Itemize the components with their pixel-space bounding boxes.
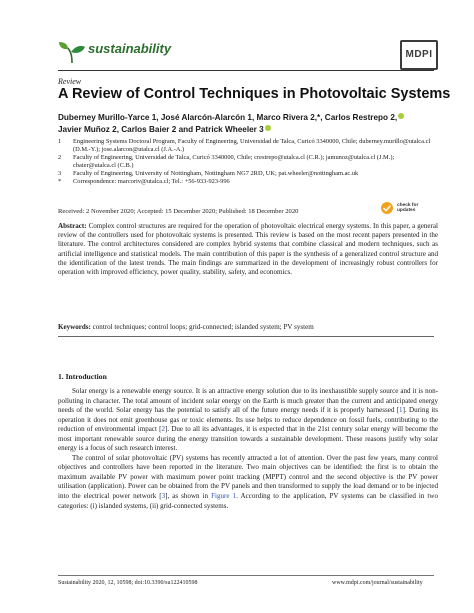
citation-link[interactable]: 3 xyxy=(161,492,166,501)
section-heading: 1. Introduction xyxy=(58,372,107,381)
footer-divider xyxy=(58,575,434,576)
correspondence-item: * Correspondence: marcoriv@utalca.cl; Tel.: +56-933-923-996 xyxy=(58,178,230,186)
abstract xyxy=(58,222,438,277)
article-type: Review xyxy=(58,77,82,86)
paragraph: Solar energy is a renewable energy source. It is an attractive energy solution due to its inexhaustible supply source and it is non-polluting in character. The total amount of incident solar energy on the Earth is much greater than the current and anticipated energy needs of the world. Solar energy has the potential to satisfy all of the future energy needs if it is properly harnessed [1]. During its operation it does not emit greenhouse gas or toxic elements. Its use helps to reduce dependence on fossil fuels, contributing to the reduction of environmental impact [2]. Due to all its advantages, it is expected that in the 21st century solar energy will become the most important renewable source during the energy transition towards a sustainable development. These reasons justify why solar energy is a focus of such research interest. xyxy=(58,387,438,453)
mdpi-logo: MDPI xyxy=(400,40,438,70)
abstract-divider xyxy=(58,336,434,337)
footer-url[interactable]: www.mdpi.com/journal/sustainability xyxy=(332,580,423,586)
paragraph: The control of solar photovoltaic (PV) systems has recently attracted a lot of attention. Over the past few years, many control objectives and controllers have been reported in the literature. Two main objectives can be identified: the first is to obtain the maximum available PV power with maximum power point tracking (MPPT) control and the second objective is the PV power utilisation (application). Power can be obtained from the PV panels and then transformed to supply the load demand or to be injected into the electrical power network [3], as shown in Figure 1. According to the application, PV systems can be classified in two categories: (i) islanded systems, (ii) grid-connected systems. xyxy=(58,453,438,510)
keywords-text: control techniques; control loops; grid-connected; islanded system; PV system xyxy=(92,323,314,331)
affiliation-item: 1 Engineering Systems Doctoral Program, Faculty of Engineering, Universidad de Talca, Curicó 3340000, Chile; duberney.murillo@utalca.cl (D.M.-Y.); jose.alarcon@utalca.cl (J.A.-A.) xyxy=(58,138,431,154)
leaf-sprout-icon xyxy=(58,40,86,64)
keywords-label: Keywords: xyxy=(58,323,91,331)
affiliation-item: 3 Faculty of Engineering, University of Nottingham, Nottingham NG7 2RD, UK; pat.wheeler@nottingham.ac.uk xyxy=(58,170,359,178)
abstract-label: Abstract: xyxy=(58,222,87,230)
check-updates-label-1: check for xyxy=(397,202,419,208)
abstract-text: Complex control structures are required for the operation of photovoltaic electrical energy systems. In this paper, a general review of the controllers used for photovoltaic systems is presented. This review is based on the most recent papers presented in the literature. The control architectures considered are complex hybrid systems that combine classical and modern techniques, such as artificial intelligence and statistical models. The main contribution of this paper is the synthesis of a generalized control structure and the identification of the latest trends. The main findings are summarized in the development of increasingly robust controllers for operation with improved efficiency, power quality, stability, safety, and economics. xyxy=(58,222,438,277)
check-updates-icon xyxy=(380,201,394,215)
orcid-icon[interactable] xyxy=(398,113,404,119)
citation-link[interactable]: 1 xyxy=(399,406,403,415)
journal-name: sustainability xyxy=(88,41,172,56)
section-body xyxy=(58,387,438,511)
citation-link[interactable]: 2 xyxy=(161,425,166,434)
article-title: A Review of Control Techniques in Photovoltaic Systems xyxy=(58,86,451,102)
figure-link[interactable]: Figure 1 xyxy=(211,492,237,501)
check-updates-label-2: updates xyxy=(397,208,416,213)
authors-line-1: Duberney Murillo-Yarce 1, José Alarcón-Alarcón 1, Marco Rivera 2,*, Carlos Restrepo 2, xyxy=(58,112,438,124)
header-divider xyxy=(58,70,434,71)
publication-dates: Received: 2 November 2020; Accepted: 15 December 2020; Published: 18 December 2020 xyxy=(58,208,299,215)
check-for-updates-badge[interactable] xyxy=(380,200,426,216)
keywords xyxy=(58,323,438,331)
authors-line-2: Javier Muñoz 2, Carlos Baier 2 and Patrick Wheeler 3 xyxy=(58,124,438,136)
orcid-icon[interactable] xyxy=(265,125,271,131)
author-list xyxy=(58,112,438,136)
affiliations xyxy=(58,138,438,187)
affiliation-item: 2 Faculty of Engineering, Universidad de Talca, Curicó 3340000, Chile; crestrepo@utalca.cl (C.R.); jamunoz@utalca.cl (J.M.); cbaier@utalca.cl (C.B.) xyxy=(58,154,395,170)
footer-citation: Sustainability 2020, 12, 10598; doi:10.3390/su122410598 xyxy=(58,580,198,586)
